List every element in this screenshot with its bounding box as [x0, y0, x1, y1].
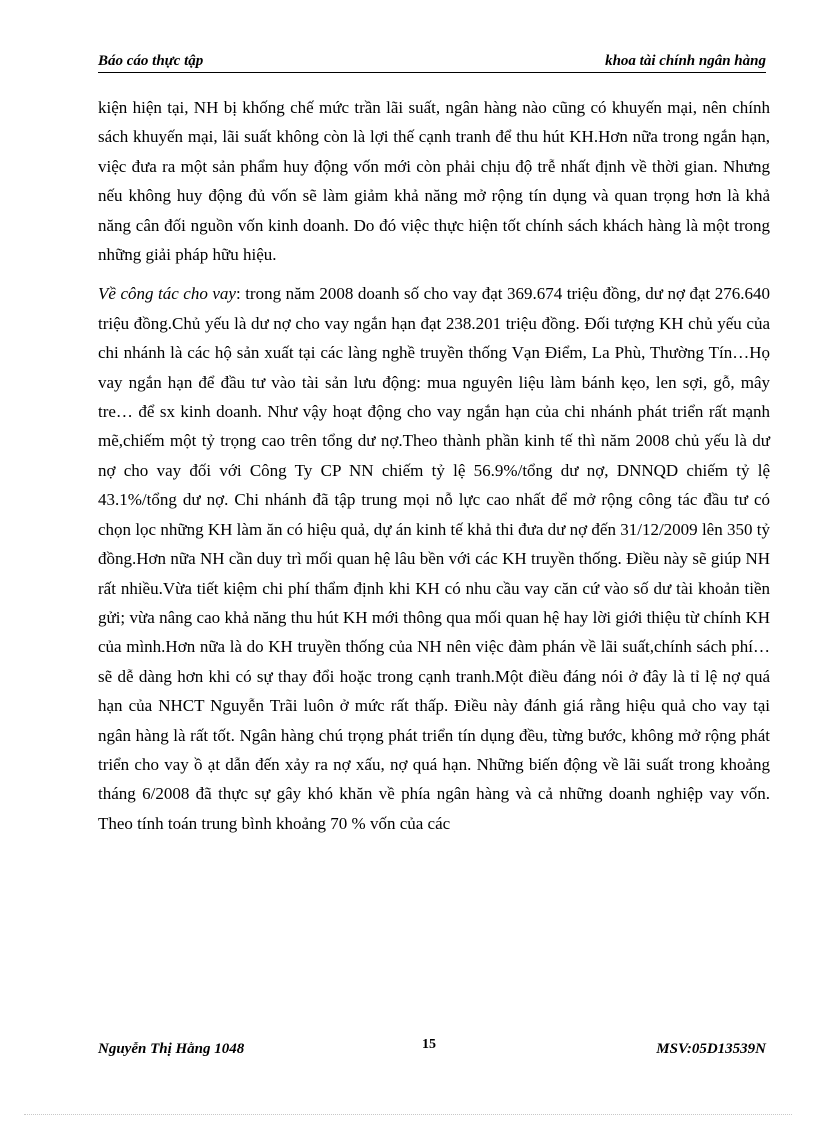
header-report-title: Báo cáo thực tập [98, 53, 204, 69]
page-body [98, 93, 770, 838]
footer-author: Nguyễn Thị Hằng 1048 [98, 1041, 245, 1057]
page-bottom-edge [24, 1114, 792, 1115]
footer-page-number: 15 [422, 1037, 436, 1052]
paragraph-customer-policy: kiện hiện tại, NH bị khống chế mức trần lãi suất, ngân hàng nào cũng có khuyến mại, nên chính sách khuyến mại, lãi suất không còn là lợi thế cạnh tranh để thu hút KH.Hơn nữa trong ngắn hạn, việc đưa ra một sản phẩm huy động vốn mới còn phải chịu độ trễ nhất định về thời gian. Nhưng nếu không huy động đủ vốn sẽ làm giảm khả năng mở rộng tín dụng và quan trọng hơn là khả năng cân đối nguồn vốn kinh doanh. Do đó việc thực hiện tốt chính sách khách hàng là một trong những giải pháp hữu hiệu. [98, 98, 770, 265]
page-header [98, 48, 766, 73]
header-faculty: khoa tài chính ngân hàng [605, 53, 766, 69]
paragraph-lending-text: : trong năm 2008 doanh số cho vay đạt 369.674 triệu đồng, dư nợ đạt 276.640 triệu đồng.Chủ yếu là dư nợ cho vay ngắn hạn đạt 238.201 triệu đồng. Đối tượng KH chủ yếu của chi nhánh là các hộ sản xuất tại các làng nghề truyền thống Vạn Điểm, La Phù, Thường Tín…Họ vay ngắn hạn để đầu tư vào tài sản lưu động: mua nguyên liệu làm bánh kẹo, len sợi, gỗ, mây tre… để sx kinh doanh. Như vậy hoạt động cho vay ngắn hạn của chi nhánh phát triển rất mạnh mẽ,chiếm một tỷ trọng cao trên tổng dư nợ.Theo thành phần kinh tế thì năm 2008 chủ yếu là dư nợ cho vay đối với Công Ty CP NN chiếm tỷ lệ 56.9%/tổng dư nợ, DNNQD chiếm tỷ lệ 43.1%/tổng dư nợ. Chi nhánh đã tập trung mọi nỗ lực cao nhất để mở rộng công tác đầu tư có chọn lọc những KH làm ăn có hiệu quả, dự án kinh tế khả thi đưa dư nợ đến 31/12/2009 lên 350 tỷ đồng.Hơn nữa NH cần duy trì mối quan hệ lâu bền với các KH truyền thống. Điều này sẽ giúp NH rất nhiều.Vừa tiết kiệm chi phí thẩm định khi KH có nhu cầu vay căn cứ vào số dư tài khoản tiền gửi; vừa nâng cao khả năng thu hút KH mới thông qua mối quan hệ hay lời giới thiệu từ chính KH của mình.Hơn nữa là do KH truyền thống của NH nên việc đàm phán về lãi suất,chính sách phí…sẽ dễ dàng hơn khi có sự thay đổi hoặc trong cạnh tranh.Một điều đáng nói ở đây là tỉ lệ nợ quá hạn của NHCT Nguyễn Trãi luôn ở mức rất thấp. Điều này đánh giá rằng hiệu quả cho vay tại ngân hàng là rất tốt. Ngân hàng chú trọng phát triển tín dụng đều, từng bước, không mở rộng phát triển cho vay ồ ạt dẫn đến xảy ra nợ xấu, nợ quá hạn. Những biến động về lãi suất trong khoảng tháng 6/2008 đã thực sự gây khó khăn về phía ngân hàng và cả những doanh nghiệp vay vốn. Theo tính toán trung bình khoảng 70 % vốn của các [98, 284, 770, 833]
footer-student-id: MSV:05D13539N [656, 1041, 766, 1057]
paragraph-lending [98, 279, 770, 838]
page-footer [98, 1037, 766, 1063]
paragraph-lending-lead: Về công tác cho vay [98, 284, 236, 304]
